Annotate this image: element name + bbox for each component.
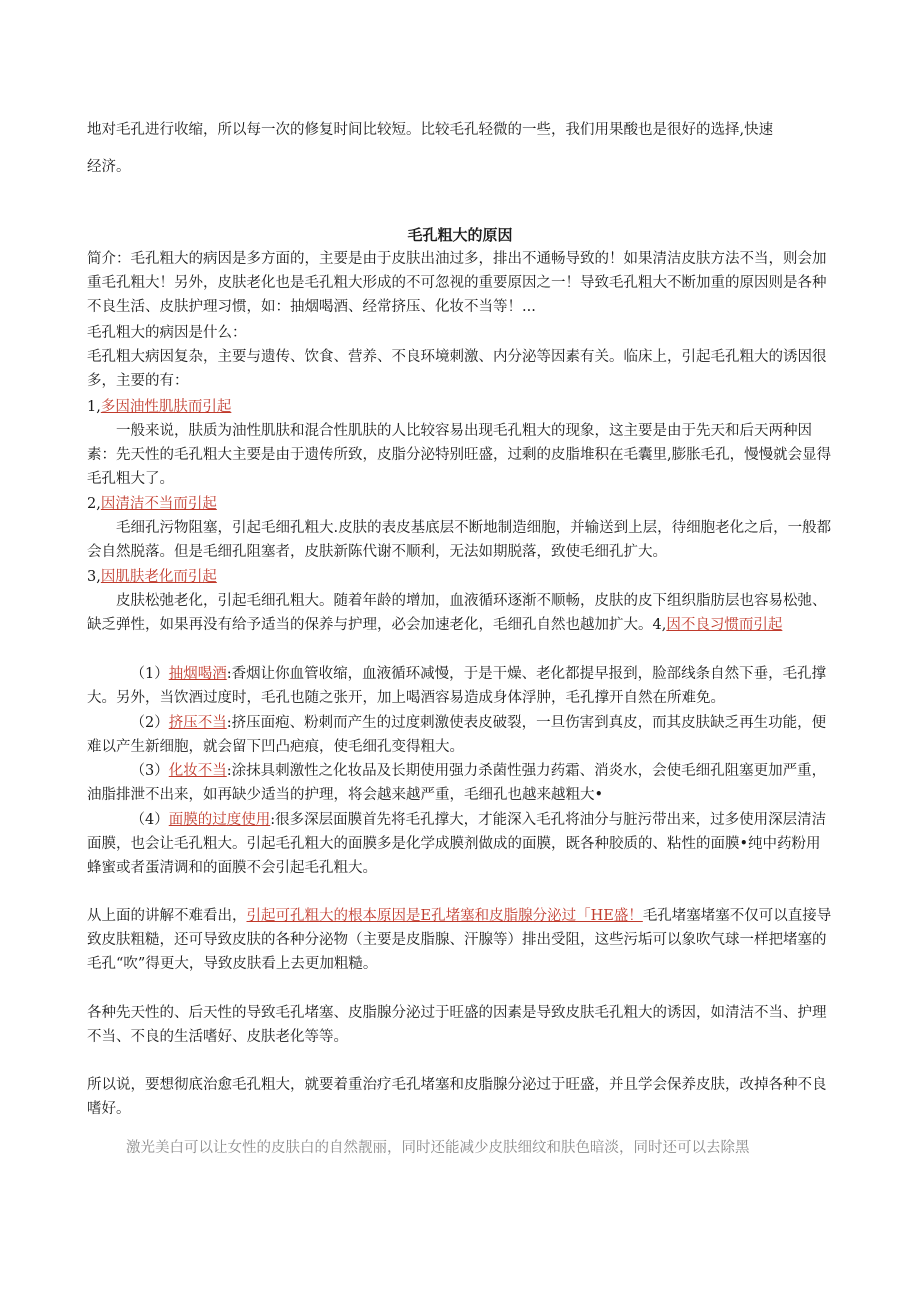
conclusion-1 xyxy=(87,904,835,976)
habit-2-link[interactable]: 挤压不当 xyxy=(168,715,227,731)
cause-2-number: 2, xyxy=(87,496,101,512)
cause-1-number: 1, xyxy=(87,399,101,415)
question-line: 毛孔粗大的病因是什么： xyxy=(87,325,247,341)
conclusion-1-link[interactable]: 引起可孔粗大的根本原因是E孔堵塞和皮脂腺分泌过「HE盛！ xyxy=(246,908,643,924)
habit-1 xyxy=(87,662,835,710)
habit-3 xyxy=(87,759,835,807)
conclusion-2: 各种先天性的、后天性的导致毛孔堵塞、皮脂腺分泌过于旺盛的因素是导致皮肤毛孔粗大的诱因，如清洁不当、护理不当、不良的生活嗜好、皮肤老化等等。 xyxy=(87,1005,827,1045)
habit-4 xyxy=(87,808,835,880)
habit-1-number: （1） xyxy=(130,666,169,682)
intro-line-1: 地对毛孔进行收缩，所以每一次的修复时间比较短。比较毛孔轻微的一些，我们用果酸也是很好的选择,快速 xyxy=(87,122,774,138)
intro-line-2: 经济。 xyxy=(87,159,131,175)
habit-1-link[interactable]: 抽烟喝酒 xyxy=(168,666,227,682)
cause-4-link[interactable]: 因不良习惯而引起 xyxy=(666,617,783,633)
cause-3-heading xyxy=(87,565,835,589)
habit-3-number: （3） xyxy=(130,763,169,779)
cause-4-number: 4, xyxy=(652,617,667,633)
overview-paragraph: 毛孔粗大病因复杂，主要与遗传、饮食、营养、不良环境刺激、内分泌等因素有关。临床上，引起毛孔粗大的诱因很多，主要的有： xyxy=(87,349,827,389)
cause-3-link[interactable]: 因肌肤老化而引起 xyxy=(100,569,217,585)
cause-1-heading xyxy=(87,395,835,419)
cause-2-link[interactable]: 因清洁不当而引起 xyxy=(100,496,217,512)
cause-3-number: 3, xyxy=(87,569,101,585)
habit-4-number: （4） xyxy=(130,812,169,828)
cause-2-body: 毛细孔污物阻塞，引起毛细孔粗大.皮肤的表皮基底层不断地制造细胞，并输送到上层，待细胞老化之后，一般都会自然脱落。但是毛细孔阻塞者，皮肤新陈代谢不顺利，无法如期脱落，致使毛细孔扩大。 xyxy=(87,520,832,560)
summary-paragraph: 简介：毛孔粗大的病因是多方面的，主要是由于皮肤出油过多，排出不通畅导致的！如果清洁皮肤方法不当，则会加重毛孔粗大！另外，皮肤老化也是毛孔粗大形成的不可忽视的重要原因之一！导致毛孔粗大不断加重的原因则是各种不良生活、皮肤护理习惯，如：抽烟喝酒、经常挤压、化妆不当等！... xyxy=(87,251,827,315)
page-title: 毛孔粗大的原因 xyxy=(407,226,513,244)
conclusion-3: 所以说，要想彻底治愈毛孔粗大，就要着重治疗毛孔堵塞和皮脂腺分泌过于旺盛，并且学会保养皮肤，改掉各种不良嗜好。 xyxy=(87,1077,827,1117)
habit-2 xyxy=(87,711,835,759)
footer-text: 激光美白可以让女性的皮肤白的自然靓丽，同时还能减少皮肤细纹和肤色暗淡，同时还可以去除黑 xyxy=(126,1140,750,1156)
habit-4-link[interactable]: 面膜的过度使用 xyxy=(168,812,271,828)
habit-3-link[interactable]: 化妆不当 xyxy=(168,763,227,779)
cause-3-body xyxy=(87,589,835,637)
cause-3-body-text: 皮肤松弛老化，引起毛细孔粗大。随着年龄的增加，血液循环逐渐不顺畅，皮肤的皮下组织脂肪层也容易松弛、缺乏弹性，如果再没有给予适当的保养与护理，必会加速老化，毛细孔自然也越加扩大。 xyxy=(87,593,827,633)
habit-4-body: :很多深层面膜首先将毛孔撑大，才能深入毛孔将油分与脏污带出来，过多使用深层清洁面膜，也会让毛孔粗大。引起毛孔粗大的面膜多是化学成膜剂做成的面膜，既各种胶质的、粘性的面膜•纯中药粉用蜂蜜或者蛋清调和的面膜不会引起毛孔粗大。 xyxy=(87,812,827,876)
habit-2-body: :挤压面疱、粉刺而产生的过度刺激使表皮破裂，一旦伤害到真皮，而其皮肤缺乏再生功能，便难以产生新细胞，就会留下凹凸疤痕，使毛细孔变得粗大。 xyxy=(87,715,827,755)
cause-1-body: 一般来说，肤质为油性肌肤和混合性肌肤的人比较容易出现毛孔粗大的现象，这主要是由于先天和后天两种因素：先天性的毛孔粗大主要是由于遗传所致，皮脂分泌特别旺盛，过剩的皮脂堆积在毛囊里,膨胀毛孔，慢慢就会显得毛孔粗大了。 xyxy=(87,423,832,487)
cause-2-heading xyxy=(87,492,835,516)
habit-2-number: （2） xyxy=(130,715,169,731)
conclusion-1-prefix: 从上面的讲解不难看出， xyxy=(87,908,247,924)
cause-1-link[interactable]: 多因油性肌肤而引起 xyxy=(100,399,232,415)
conclusion-1-suffix: 毛孔堵塞堵塞不仅可以直接导致皮肤粗糙，还可导致皮肤的各种分泌物（主要是皮脂腺、汗腺等）排出受阻，这些污垢可以象吹气球一样把堵塞的毛孔“吹”得更大，导致皮肤看上去更加粗糙。 xyxy=(87,908,832,972)
habit-1-body: :香烟让你血管收缩，血液循环减慢，于是干燥、老化都提早报到，脸部线条自然下垂，毛孔撑大。另外，当饮酒过度时，毛孔也随之张开，加上喝酒容易造成身体浮肿，毛孔撑开自然在所难免。 xyxy=(87,666,827,706)
habit-3-body: :涂抹具刺激性之化妆品及长期使用强力杀菌性强力药霜、消炎水，会使毛细孔阻塞更加严重，油脂排泄不出来，如再缺少适当的护理，将会越来越严重，毛细孔也越来越粗大• xyxy=(87,763,827,803)
